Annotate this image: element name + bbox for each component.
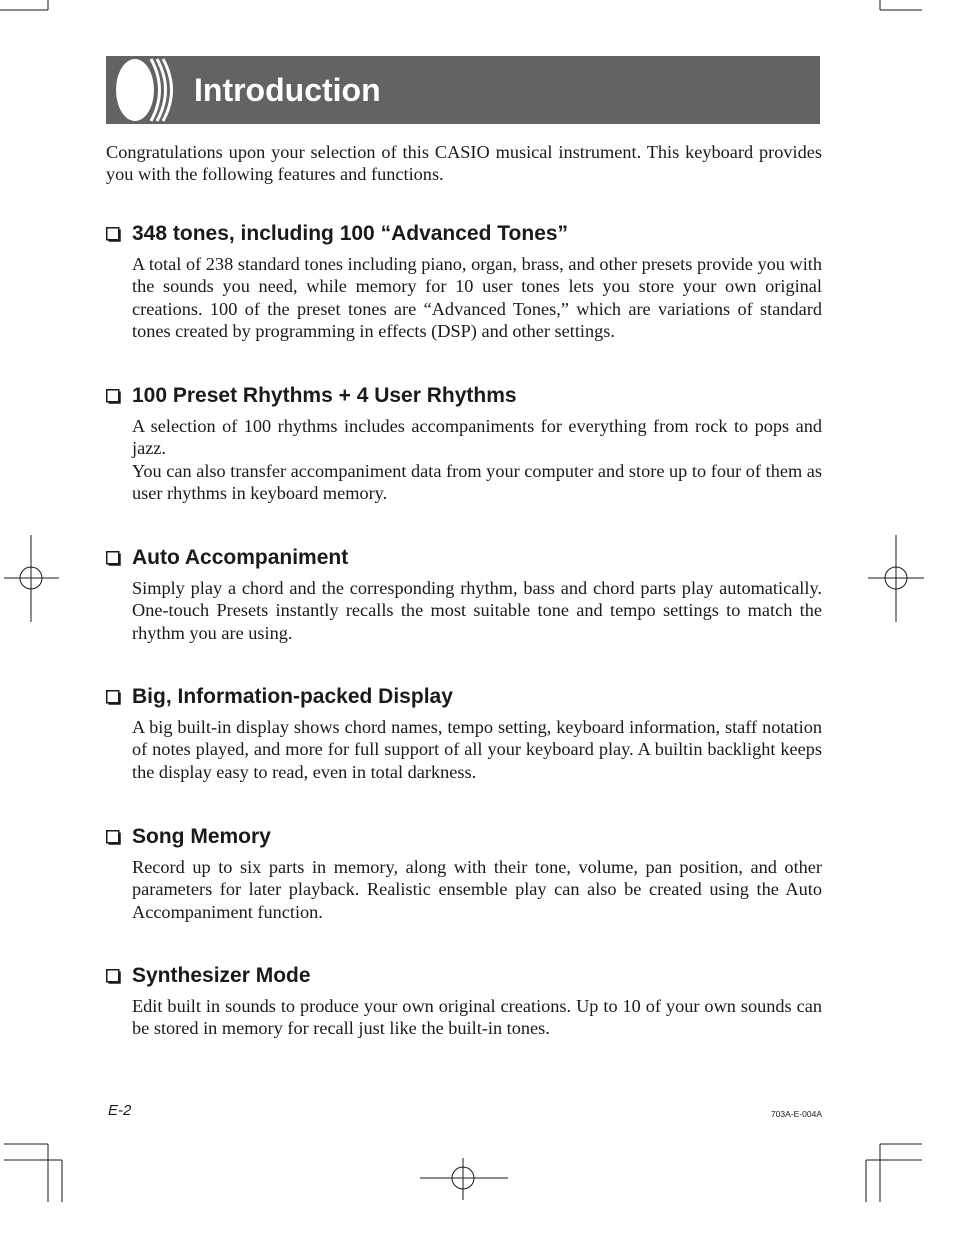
section-heading-text: Synthesizer Mode [132,964,311,987]
section-heading-text: Big, Information-packed Display [132,685,453,708]
feature-section-display [106,682,822,783]
section-heading-text: Auto Accompaniment [132,546,349,569]
section-paragraph: A total of 238 standard tones including piano, organ, brass, and other presets provide you with the sounds you need, while memory for 10 user tones lets you store your own original creations. 100 of the preset tones are “Advanced Tones,” which are variations of standard tones created by programming in effects (DSP) and other settings. [132,254,822,341]
section-body [132,577,822,644]
checkbox-bullet-icon [106,389,121,404]
document-code: 703A-E-004A [770,1109,822,1119]
checkbox-bullet-icon [106,830,121,845]
feature-section-rhythms [106,381,822,504]
section-paragraph: You can also transfer accompaniment data from your computer and store up to four of them as user rhythms in keyboard memory. [132,460,822,503]
page-title: Introduction [194,72,381,108]
section-body [132,415,822,504]
page-number: E-2 [108,1102,132,1119]
intro-paragraph: Congratulations upon your selection of this CASIO musical instrument. This keyboard provides you with the following features and functions. [106,142,822,185]
section-body [132,995,822,1040]
section-body [132,856,822,923]
section-heading [106,543,822,573]
section-heading [106,961,822,991]
section-heading-text: Song Memory [132,825,271,848]
section-heading-text: 100 Preset Rhythms + 4 User Rhythms [132,384,517,407]
feature-section-song-memory [106,822,822,923]
sound-wave-icon [106,56,186,124]
section-heading [106,682,822,712]
section-paragraph: Simply play a chord and the corresponding rhythm, bass and chord parts play automatically. One-touch Presets instantly recalls the most suitable tone and tempo settings to match the rhythm you are using. [132,578,822,643]
checkbox-bullet-icon [106,551,121,566]
section-paragraph: Record up to six parts in memory, along with their tone, volume, pan position, and other parameters for later playback. Realistic ensemble play can also be created using the Auto Accompaniment function. [132,857,822,922]
section-paragraph: A selection of 100 rhythms includes accompaniments for everything from rock to pops and jazz. [132,416,822,459]
title-banner [106,56,820,124]
section-paragraph: A big built-in display shows chord names, tempo setting, keyboard information, staff notation of notes played, and more for full support of all your keyboard play. A builtin backlight keeps the display easy to read, even in total darkness. [132,717,822,782]
feature-section-auto-accompaniment [106,543,822,644]
section-heading [106,381,822,411]
feature-section-tones [106,219,822,342]
feature-section-synthesizer [106,961,822,1040]
section-heading-text: 348 tones, including 100 “Advanced Tones” [132,222,569,245]
section-body [132,716,822,783]
checkbox-bullet-icon [106,969,121,984]
section-heading [106,822,822,852]
checkbox-bullet-icon [106,690,121,705]
checkbox-bullet-icon [106,227,121,242]
section-body [132,253,822,342]
section-paragraph: Edit built in sounds to produce your own original creations. Up to 10 of your own sounds can be stored in memory for recall just like the built-in tones. [132,996,822,1039]
section-heading [106,219,822,249]
